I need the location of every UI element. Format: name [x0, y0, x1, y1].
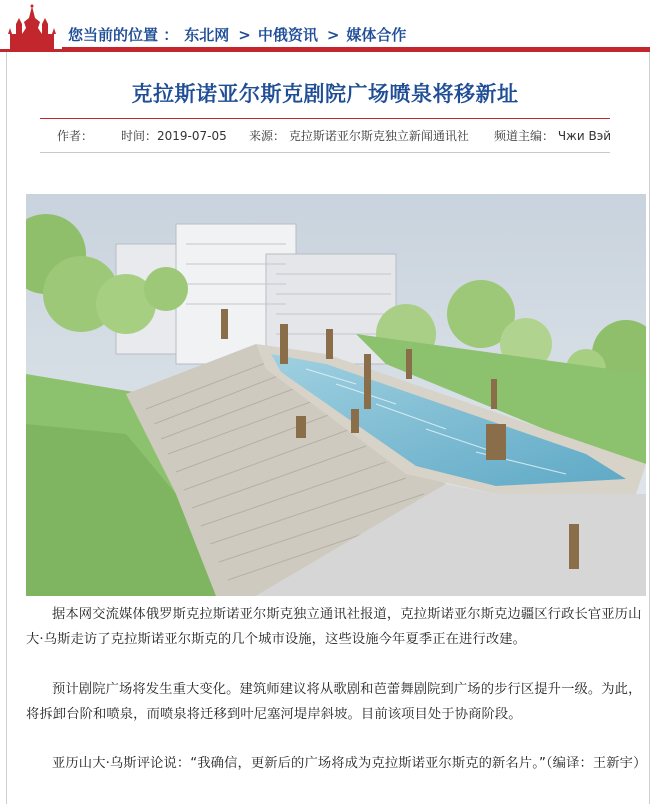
breadcrumb-link-zhonge[interactable]: 中俄资讯 — [257, 26, 318, 44]
article-title: 克拉斯诺亚尔斯克剧院广场喷泉将移新址 — [131, 82, 519, 106]
kremlin-logo-icon — [6, 4, 58, 50]
breadcrumb — [68, 24, 406, 45]
meta-time: 时间：2019-07-05 — [121, 129, 227, 143]
article-paragraph: 亚历山大·乌斯评论说：“我确信，更新后的广场将成为克拉斯诺亚尔斯克的新名片。”（编译：王新宇） — [52, 756, 647, 771]
breadcrumb-separator: > — [326, 26, 340, 44]
breadcrumb-link-meiti[interactable]: 媒体合作 — [346, 26, 407, 44]
breadcrumb-bar — [0, 0, 650, 52]
meta-author: 作者： — [57, 129, 94, 143]
fountain-rendering-image — [26, 194, 646, 596]
meta-source: 来源： 克拉斯诺亚尔斯克独立新闻通讯社 — [249, 129, 469, 143]
meta-divider-bottom — [40, 152, 610, 153]
article-paragraph: 预计剧院广场将发生重大变化。建筑师建议将从歌剧和芭蕾舞剧院到广场的步行区提升一级。为此，将拆卸台阶和喷泉，而喷泉将迁移到叶尼塞河堤岸斜坡。目前该项目处于协商阶段。 — [26, 682, 642, 722]
breadcrumb-link-dongbei[interactable]: 东北网 — [184, 26, 230, 44]
article-photo — [26, 194, 646, 596]
breadcrumb-prefix: 您当前的位置 ： — [68, 26, 179, 44]
article-paragraph: 据本网交流媒体俄罗斯克拉斯诺亚尔斯克独立通讯社报道，克拉斯诺亚尔斯克边疆区行政长官亚历山大·乌斯走访了克拉斯诺亚尔斯克的几个城市设施，这些设施今年夏季正在进行改建。 — [26, 607, 642, 647]
breadcrumb-separator: > — [238, 26, 251, 44]
meta-editor: 频道主编： Чжи Вэй — [494, 129, 612, 143]
meta-divider-top — [40, 118, 610, 119]
